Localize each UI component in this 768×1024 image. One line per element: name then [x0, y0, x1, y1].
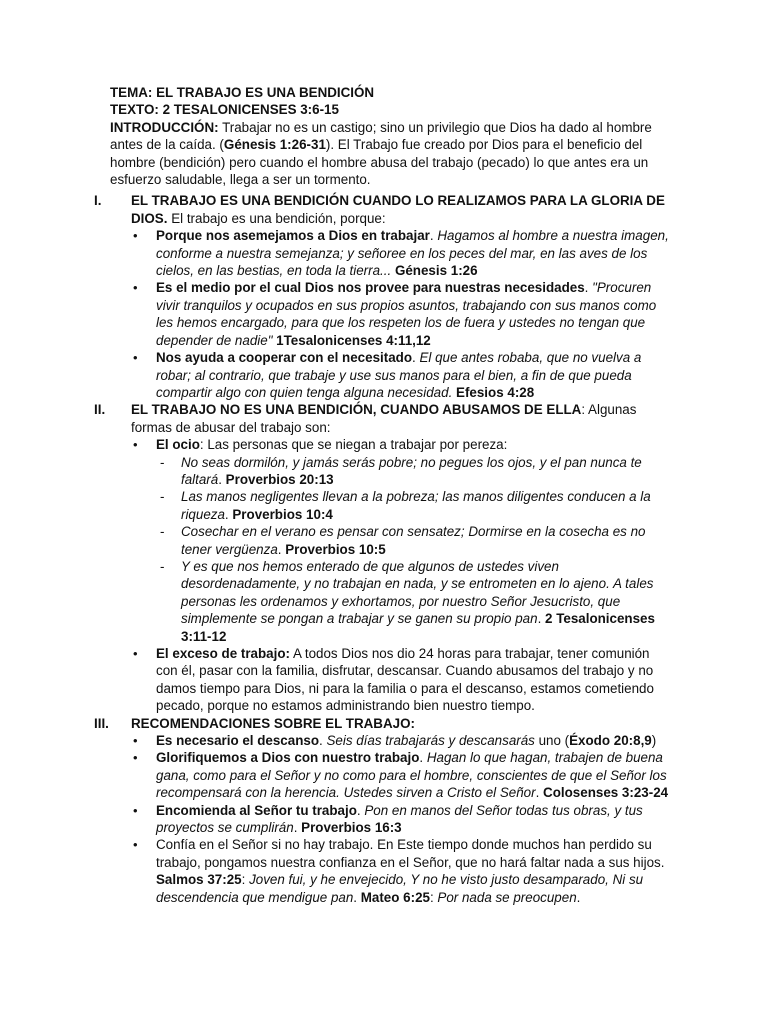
bullet-marker: • [133, 802, 138, 818]
list-item: • Es necesario el descanso. Seis días trabajarás y descansarás uno (Éxodo 20:8,9) [133, 733, 657, 749]
document-header [110, 84, 672, 188]
list-item: • Nos ayuda a cooperar con el necesitado. El que antes robaba, que no vuelva a robar; al contrario, que trabaje y use sus manos para el bien, a fin de que pueda compartir algo con quien tenga alguna necesidad. Efesios 4:28 [133, 350, 642, 400]
dash-marker: - [160, 558, 165, 574]
dash-item: - Las manos negligentes llevan a la pobreza; las manos diligentes conducen a la riqueza. Proverbios 10:4 [160, 489, 651, 522]
list-item: • Es el medio por el cual Dios nos provee para nuestras necesidades. "Procuren vivir tranquilos y ocupados en sus propios asuntos, trabajando con sus manos como les hemos encargado, para que los respeten los de fuera y ustedes no tengan que depender de nadie" 1Tesalonicenses 4:11,12 [133, 280, 657, 348]
bullet-marker: • [133, 350, 138, 366]
bullet-list [131, 732, 672, 906]
dash-item: - No seas dormilón, y jamás serás pobre; no pegues los ojos, y el pan nunca te faltará. Proverbios 20:13 [160, 454, 642, 487]
bullet-marker: • [133, 280, 138, 296]
bullet-marker: • [133, 733, 138, 749]
section-numeral: I. [94, 193, 102, 209]
section-2 [94, 401, 672, 714]
section-numeral: III. [94, 715, 109, 731]
bullet-marker: • [133, 437, 138, 453]
dash-list [156, 454, 672, 645]
section-3 [94, 715, 672, 906]
bullet-list [131, 436, 672, 715]
bullet-marker: • [133, 837, 138, 853]
dash-item: - Y es que nos hemos enterado de que algunos de ustedes viven desordenadamente, y no trabajan en nada, y se entrometen en lo ajeno. A tales personas les ordenamos y exhortamos, por nuestro Señor Jesucristo, que simplemente se pongan a trabajar y se ganen su propio pan. 2 Tesalonicenses 3:11-12 [160, 558, 655, 644]
list-item: • Encomienda al Señor tu trabajo. Pon en manos del Señor todas tus obras, y tus proyectos se cumplirán. Proverbios 16:3 [133, 802, 643, 836]
list-item: • Glorifiquemos a Dios con nuestro trabajo. Hagan lo que hagan, trabajen de buena gana, como para el Señor y no como para el hombre, conscientes de que el Señor los recompensará con la herencia. Ustedes sirven a Cristo el Señor. Colosenses 3:23-24 [133, 750, 669, 801]
bullet-marker: • [133, 646, 138, 661]
section-1 [94, 192, 672, 401]
section-numeral: II. [94, 402, 106, 418]
bullet-list [131, 227, 672, 401]
dash-marker: - [160, 524, 165, 540]
introduccion-paragraph: INTRODUCCIÓN: Trabajar no es un castigo; sino un privilegio que Dios ha dado al hombre antes de la caída. (Génesis 1:26-31). El Trabajo fue creado por Dios para el beneficio del hombre (bendición) pero cuando el hombre abusa del trabajo (pecado) lo que antes era un esfuerzo saludable, llega a ser un tormento. [110, 119, 652, 188]
bullet-marker: • [133, 750, 138, 766]
tema-line: TEMA: EL TRABAJO ES UNA BENDICIÓN [110, 85, 375, 100]
list-item-ocio: • El ocio: Las personas que se niegan a trabajar por pereza: - No seas dormilón, y jamás serás pobre; no pegues los ojos, y el pan nunca te faltará. Proverbios 20:13 - Las manos negligentes llevan a la pobreza; las manos diligentes conducen a la riqueza. Proverbios 10:4 - Cosechar en el verano es pensar con sensatez; Dormirse en la cosecha es no tener vergüenza. Proverbios 10:5 - Y es que nos hemos enterado de que algunos de ustedes viven desordenadamente, y no trabajan en nada, y se entrometen en lo ajeno. A tales personas les ordenamos y exhortamos, por nuestro Señor Jesucristo, que simplemente se pongan a trabajar y se ganen su propio pan. 2 Tesalonicenses 3:11-12 [131, 436, 672, 645]
dash-marker: - [160, 489, 165, 505]
section-heading: EL TRABAJO ES UNA BENDICIÓN CUANDO LO REALIZAMOS PARA LA GLORIA DE DIOS. El trabajo es una bendición, porque: [131, 193, 665, 226]
dash-item: - Cosechar en el verano es pensar con sensatez; Dormirse en la cosecha es no tener vergüenza. Proverbios 10:5 [160, 524, 646, 557]
bullet-marker: • [133, 228, 138, 244]
texto-line: TEXTO: 2 TESALONICENSES 3:6-15 [110, 102, 339, 118]
dash-marker: - [160, 454, 165, 470]
list-item: • Porque nos asemejamos a Dios en trabajar. Hagamos al hombre a nuestra imagen, conforme a nuestra semejanza; y señoree en los peces del mar, en las aves de los cielos, en las bestias, en toda la tierra... Génesis 1:26 [133, 228, 669, 279]
section-heading: EL TRABAJO NO ES UNA BENDICIÓN, CUANDO ABUSAMOS DE ELLA: Algunas formas de abusar del trabajo son: [131, 402, 637, 435]
list-item-exceso: • El exceso de trabajo: A todos Dios nos dio 24 horas para trabajar, tener comunión con él, pasar con la familia, disfrutar, descansar. Cuando abusamos del trabajo y no damos tiempo para Dios, ni para la familia o para el descanso, estamos cometiendo pecado, porque no estamos administrando bien nuestro tiempo. [133, 646, 654, 714]
list-item: • Confía en el Señor si no hay trabajo. En Este tiempo donde muchos han perdido su trabajo, pongamos nuestra confianza en el Señor, que no hará faltar nada a sus hijos. Salmos 37:25: Joven fui, y he envejecido, Y no he visto justo desamparado, Ni su descendencia que mendigue pan. Mateo 6:25: Por nada se preocupen. [133, 837, 665, 905]
section-heading: RECOMENDACIONES SOBRE EL TRABAJO: [131, 715, 415, 731]
